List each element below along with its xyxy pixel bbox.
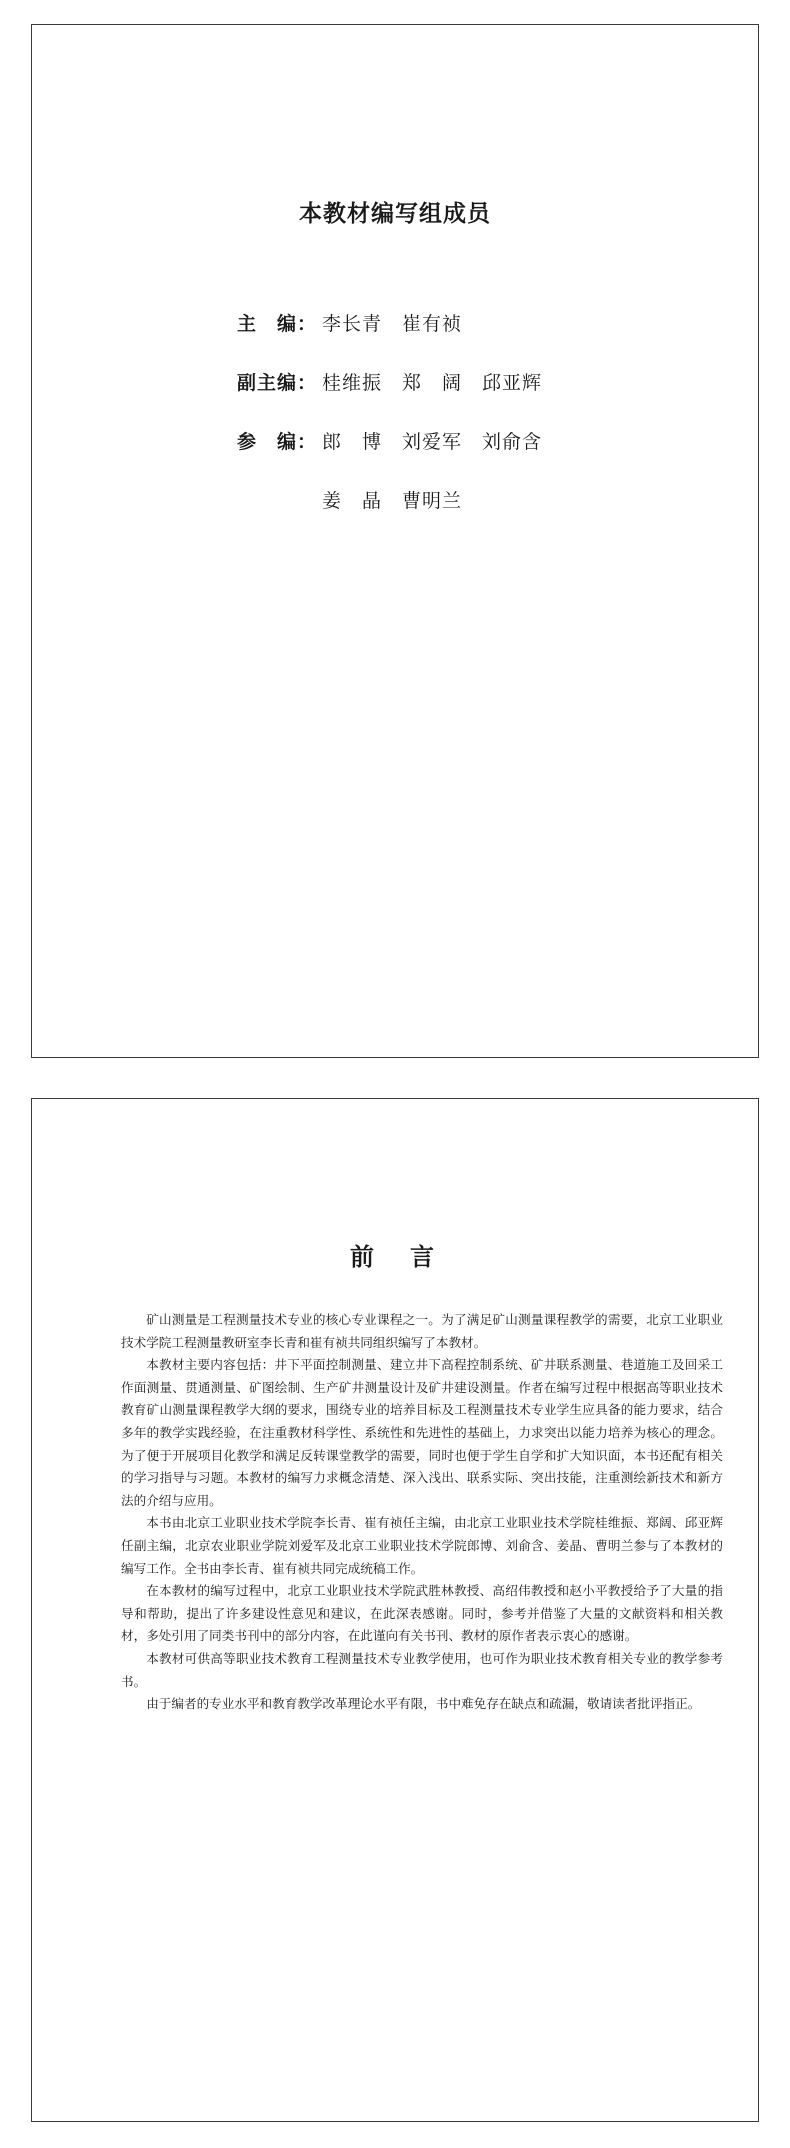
- preface-paragraph: 在本教材的编写过程中，北京工业职业技术学院武胜林教授、高绍伟教授和赵小平教授给予了大量的指导和帮助，提出了许多建设性意见和建议，在此深表感谢。同时，参考并借鉴了大量的文献资料和相关教材，多处引用了同类书刊中的部分内容，在此谨向有关书刊、教材的原作者表示衷心的感谢。: [121, 1583, 723, 1644]
- staff-role-label: 副主编：: [237, 372, 318, 394]
- page-editorial-board: [31, 24, 759, 1058]
- staff-role-text: 副主编: [237, 372, 298, 394]
- staff-names: 李长青 崔有祯: [322, 313, 463, 335]
- preface-paragraph: 本教材主要内容包括：井下平面控制测量、建立井下高程控制系统、矿井联系测量、巷道施工及回采工作面测量、贯通测量、矿图绘制、生产矿井测量设计及矿井建设测量。作者在编写过程中根据高等职业技术教育矿山测量课程教学大纲的要求，围绕专业的培养目标及工程测量技术专业学生应具备的能力要求，结合多年的教学实践经验，在注重教材科学性、系统性和先进性的基础上，力求突出以能力培养为核心的理念。为了便于开展项目化教学和满足反转课堂教学的需要，同时也便于学生自学和扩大知识面，本书还配有相关的学习指导与习题。本教材的编写力求概念清楚、深入浅出、联系实际、突出技能，注重测绘新技术和新方法的介绍与应用。: [121, 1357, 723, 1508]
- preface-body: [121, 1309, 723, 1716]
- preface-title: 前 言: [350, 1242, 440, 1271]
- staff-row-deputy-editor: [237, 368, 542, 427]
- preface-paragraph: 矿山测量是工程测量技术专业的核心专业课程之一。为了满足矿山测量课程教学的需要，北京工业职业技术学院工程测量教研室李长青和崔有祯共同组织编写了本教材。: [121, 1312, 723, 1350]
- staff-row-contributors-continued: [237, 486, 542, 545]
- preface-paragraph: 本书由北京工业职业技术学院李长青、崔有祯任主编，由北京工业职业技术学院桂维振、郑阔、邱亚辉任副主编，北京农业职业学院刘爱军及北京工业职业技术学院郎博、刘俞含、姜晶、曹明兰参与了本教材的编写工作。全书由李长青、崔有祯共同完成统稿工作。: [121, 1515, 723, 1576]
- page-preface: [31, 1098, 759, 2122]
- staff-role-text: 参 编: [237, 431, 298, 453]
- staff-names: 郎 博 刘爱军 刘俞含: [322, 431, 543, 453]
- preface-paragraph: 由于编者的专业水平和教育教学改革理论水平有限，书中难免存在缺点和疏漏，敬请读者批评指正。: [146, 1696, 701, 1712]
- preface-paragraph: 本教材可供高等职业技术教育工程测量技术专业教学使用，也可作为职业技术教育相关专业的教学参考书。: [121, 1650, 723, 1689]
- staff-names: 姜 晶 曹明兰: [322, 490, 463, 512]
- staff-row-contributors: [237, 427, 542, 486]
- staff-role-label: 主 编：: [237, 313, 318, 335]
- staff-names: 桂维振 郑 阔 邱亚辉: [322, 372, 543, 394]
- staff-role-label: 参 编：: [237, 431, 318, 453]
- staff-list: [237, 309, 542, 545]
- staff-row-chief-editor: [237, 309, 542, 368]
- page-title: 本教材编写组成员: [299, 200, 491, 227]
- staff-role-text: 主 编: [237, 313, 298, 335]
